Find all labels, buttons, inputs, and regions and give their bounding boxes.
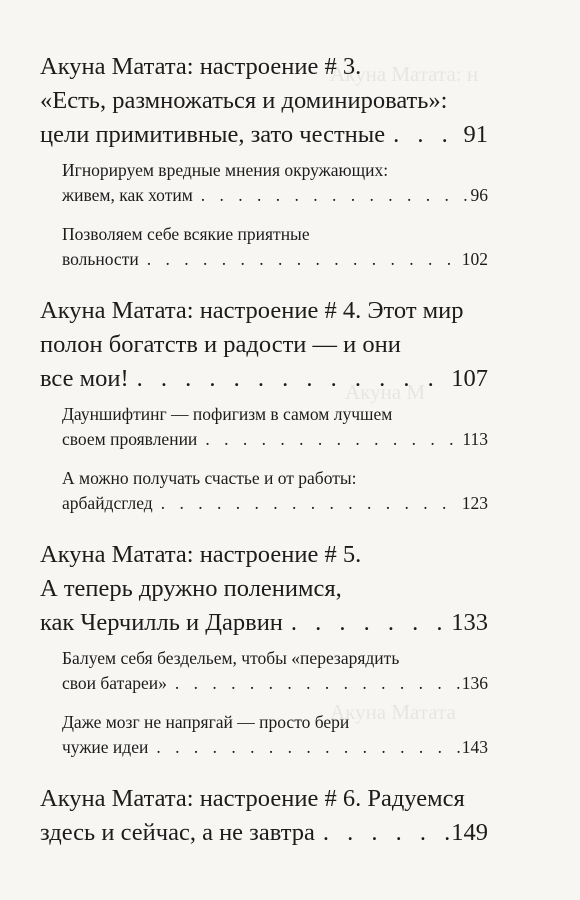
page-number: 149 — [451, 819, 488, 846]
subsection-line: живем, как хотим — [62, 185, 193, 205]
leader-dots — [153, 491, 462, 516]
title-last-line — [40, 118, 488, 152]
page-number: 107 — [451, 365, 488, 392]
toc-section-5 — [40, 538, 488, 760]
title-line: все мои! — [40, 365, 129, 392]
subsection-line: Позволяем себе всякие приятные — [62, 224, 310, 244]
toc-section-3 — [40, 50, 488, 272]
subsection-last-line — [62, 491, 488, 516]
leader-dots — [139, 247, 462, 272]
title-line: здесь и сейчас, а не завтра — [40, 819, 315, 846]
page-number: 91 — [463, 121, 488, 148]
leader-dots — [167, 671, 462, 696]
section-title — [40, 782, 488, 850]
subsection-line: чужие идеи — [62, 737, 149, 757]
subsection-list — [62, 158, 488, 272]
subsection-line: Дауншифтинг — пофигизм в самом лучшем — [62, 404, 393, 424]
leader-dots — [315, 816, 451, 850]
leader-dots — [385, 118, 463, 152]
bleed-through: Акуна М — [345, 380, 426, 404]
title-last-line — [40, 362, 488, 396]
subsection-last-line — [62, 247, 488, 272]
page-number: 123 — [461, 493, 488, 513]
subsection-last-line — [62, 183, 488, 208]
leader-dots — [193, 183, 471, 208]
section-title — [40, 294, 488, 396]
subsection-line: А можно получать счастье и от работы: — [62, 468, 357, 488]
subsection-entry — [62, 646, 488, 696]
title-line: А теперь дружно поленимся, — [40, 575, 342, 602]
title-last-line — [40, 816, 488, 850]
page-number: 113 — [462, 429, 488, 449]
subsection-line: вольности — [62, 249, 139, 269]
leader-dots — [148, 735, 461, 760]
toc-section-4 — [40, 294, 488, 516]
page-number: 102 — [461, 249, 488, 269]
subsection-line: Балуем себя бездельем, чтобы «перезарядить — [62, 648, 400, 668]
title-line: Акуна Матата: настроение # 5. — [40, 541, 362, 568]
title-line: полон богатств и радости — и они — [40, 331, 401, 358]
subsection-entry — [62, 466, 488, 516]
title-line: Акуна Матата: настроение # 6. Радуемся — [40, 785, 465, 812]
page-number: 96 — [470, 185, 488, 205]
subsection-line: арбайдсглед — [62, 493, 153, 513]
toc-section-6 — [40, 782, 488, 850]
subsection-entry — [62, 158, 488, 208]
subsection-entry — [62, 222, 488, 272]
table-of-contents — [40, 50, 488, 872]
subsection-line: Даже мозг не напрягай — просто бери — [62, 712, 350, 732]
title-line: Акуна Матата: настроение # 3. — [40, 53, 362, 80]
title-line: цели примитивные, зато честные — [40, 121, 386, 148]
bleed-through: Акуна Матата — [330, 700, 456, 724]
leader-dots — [197, 427, 462, 452]
subsection-last-line — [62, 735, 488, 760]
subsection-last-line — [62, 671, 488, 696]
subsection-entry — [62, 710, 488, 760]
subsection-line: своем проявлении — [62, 429, 198, 449]
subsection-entry — [62, 402, 488, 452]
title-last-line — [40, 606, 488, 640]
title-line: как Черчилль и Дарвин — [40, 609, 283, 636]
section-title — [40, 50, 488, 152]
page-number: 133 — [451, 609, 488, 636]
bleed-through: Акуна Матата: н — [330, 62, 479, 86]
subsection-list — [62, 402, 488, 516]
title-line: Акуна Матата: настроение # 4. Этот мир — [40, 297, 464, 324]
subsection-last-line — [62, 427, 488, 452]
leader-dots — [283, 606, 451, 640]
leader-dots — [129, 362, 452, 396]
page-number: 136 — [461, 673, 488, 693]
subsection-line: свои батареи» — [62, 673, 167, 693]
title-line: «Есть, размножаться и доминировать»: — [40, 87, 448, 114]
subsection-line: Игнорируем вредные мнения окружающих: — [62, 160, 389, 180]
subsection-list — [62, 646, 488, 760]
page-number: 143 — [461, 737, 488, 757]
section-title — [40, 538, 488, 640]
